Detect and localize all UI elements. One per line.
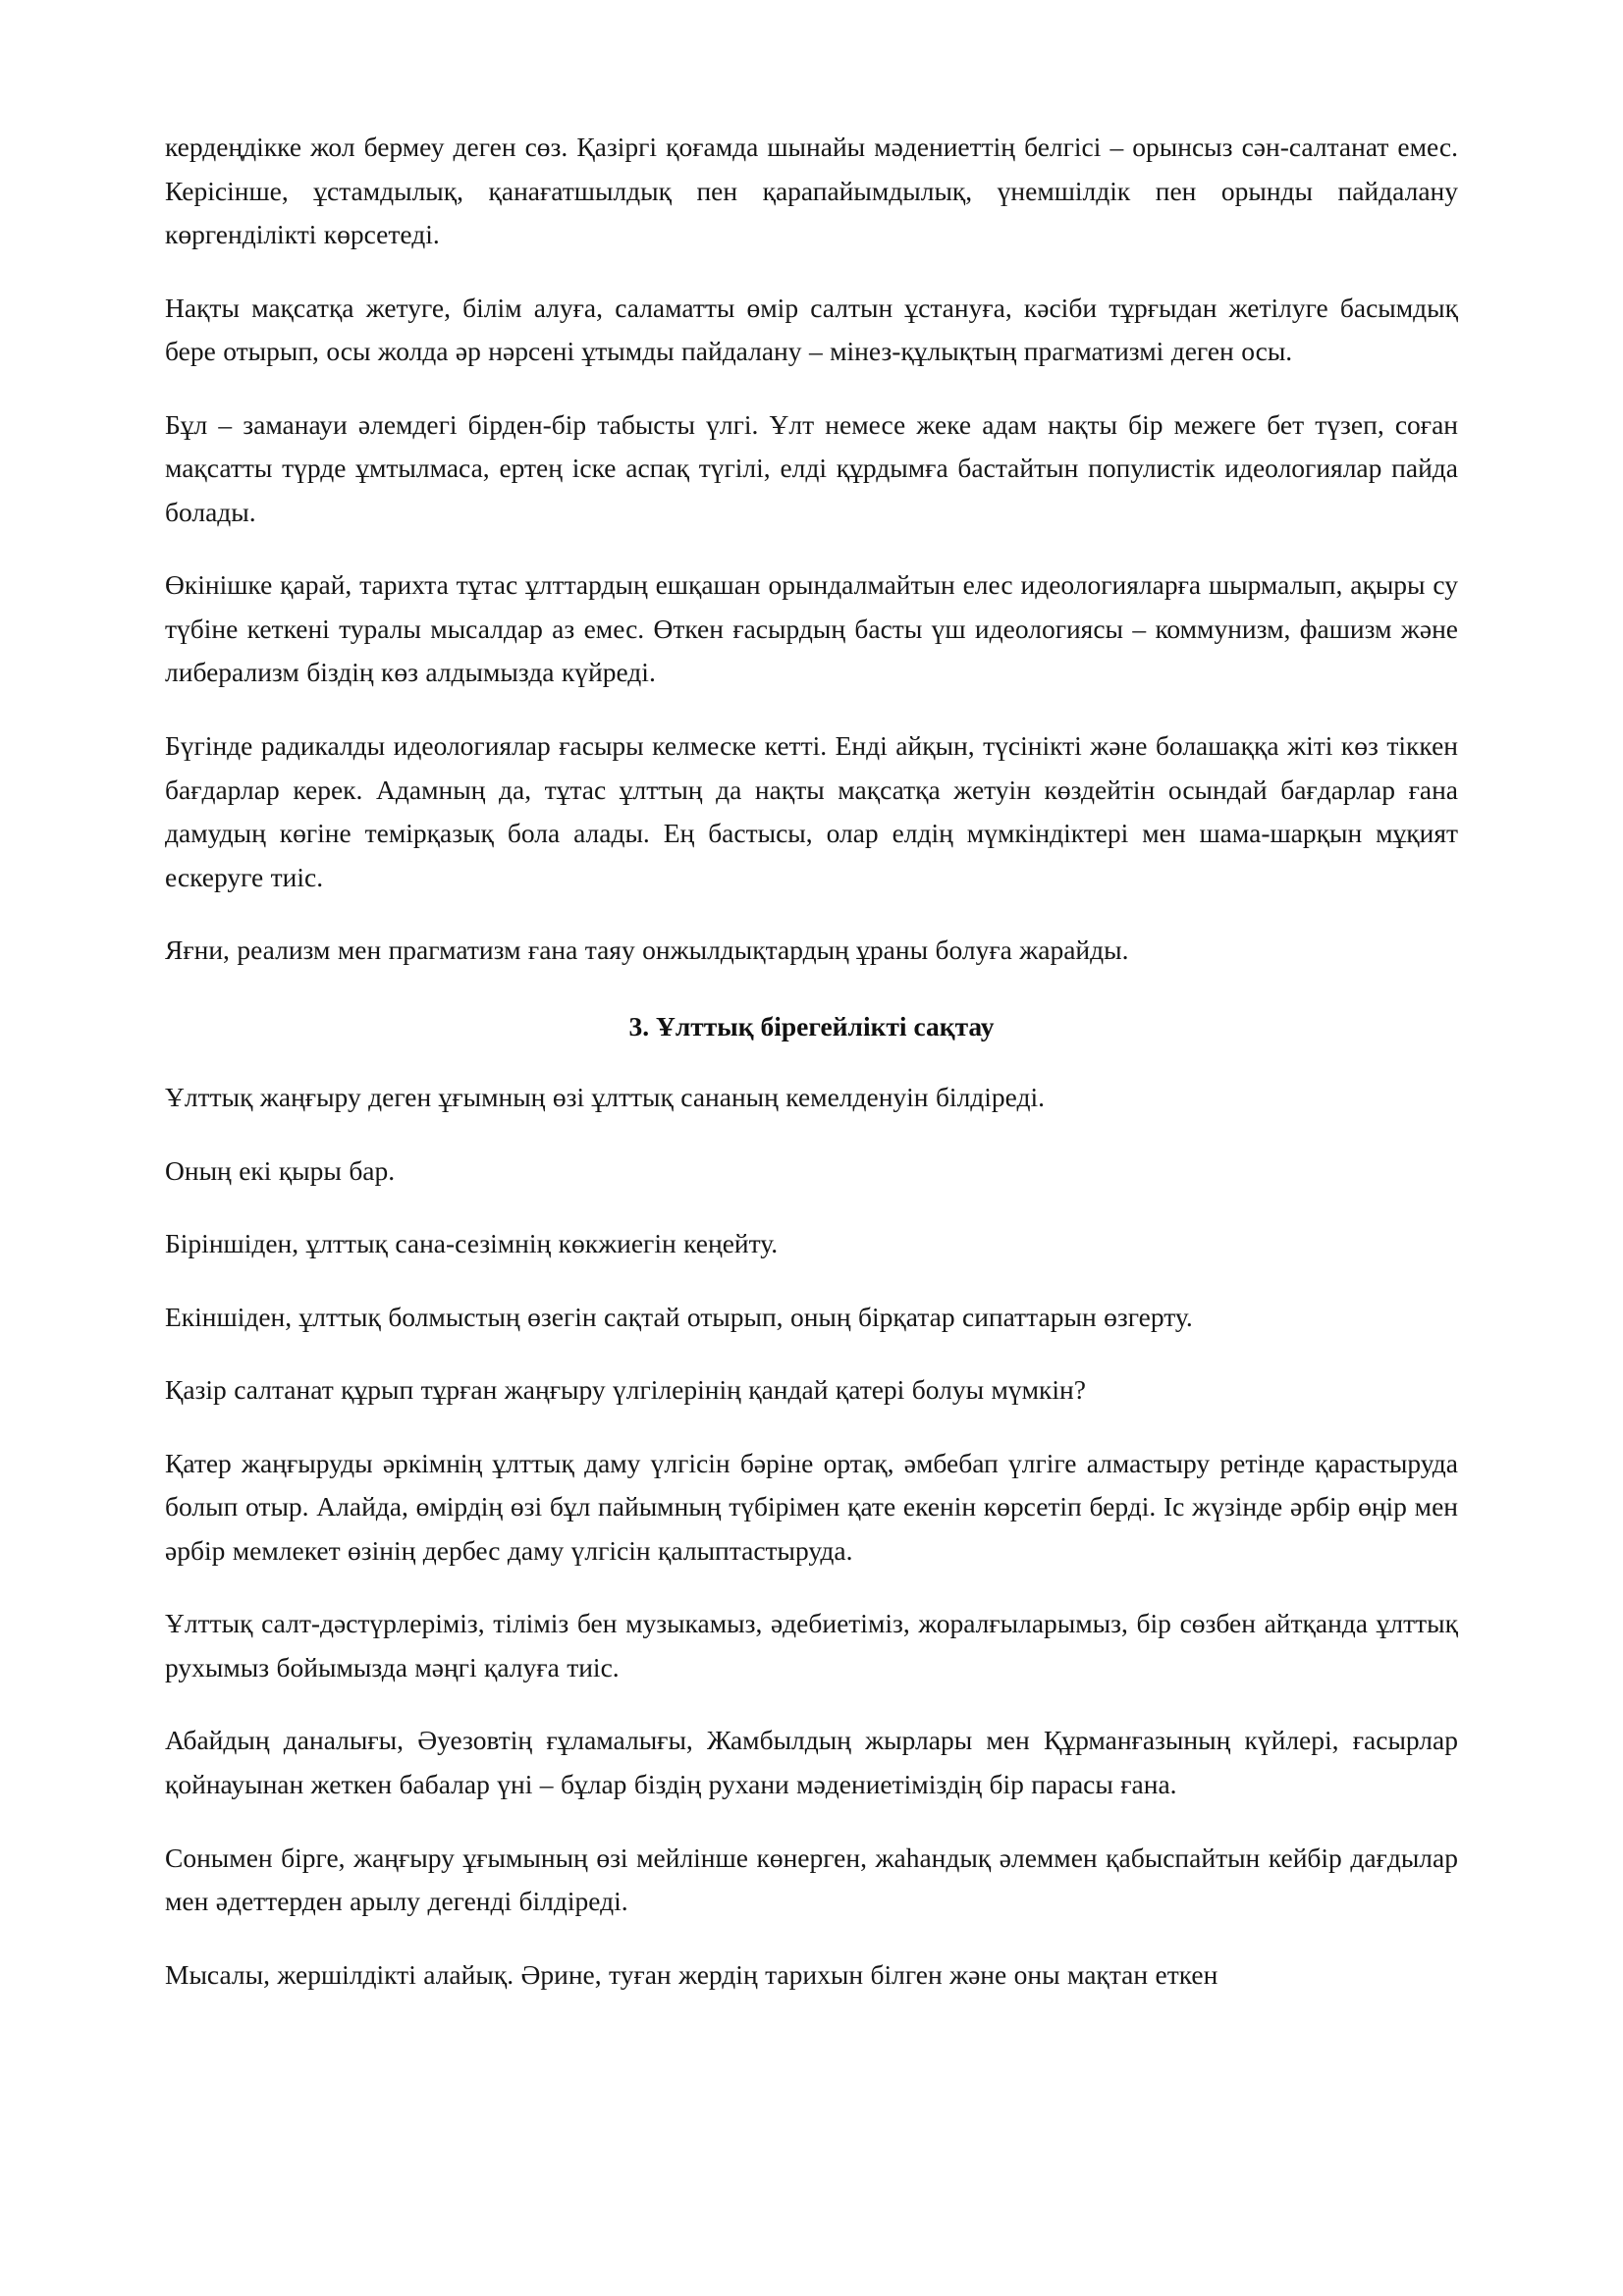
- paragraph-9: Біріншіден, ұлттық сана-сезімнің көкжиегін кеңейту.: [165, 1228, 779, 1259]
- paragraph-6: Яғни, реализм мен прагматизм ғана таяу онжылдықтардың ұраны болуға жарайды.: [165, 934, 1129, 966]
- paragraph-5: Бүгінде радикалды идеологиялар ғасыры келмеске кетті. Енді айқын, түсінікті және болашаққа жіті көз тіккен бағдарлар керек. Адамның да, тұтас ұлттың да нақты мақсатқа жетуін көздейтін осындай бағдарлар ғана дамудың көгіне темірқазық бола алады. Ең бастысы, олар елдің мүмкіндіктері мен шама-шарқын мұқият ескеруге тиіс.: [165, 730, 1458, 892]
- paragraph-11: Қазір салтанат құрып тұрған жаңғыру үлгілерінің қандай қатері болуы мүмкін?: [165, 1374, 1086, 1406]
- paragraph-3: Бұл – заманауи әлемдегі бірден-бір табысты үлгі. Ұлт немесе жеке адам нақты бір межеге бет түзеп, соған мақсатты түрде ұмтылмаса, ертең іске аспақ түгілі, елді құрдымға бастайтын популистік идеологиялар пайда болады.: [165, 408, 1458, 527]
- paragraph-14: Абайдың даналығы, Әуезовтің ғұламалығы, Жамбылдың жырлары мен Құрманғазының күйлері, ғасырлар қойнауынан жеткен бабалар үні – бұлар біздің рухани мәдениетіміздің бір парасы ғана.: [165, 1725, 1458, 1800]
- paragraph-1: кердеңдікке жол бермеу деген сөз. Қазіргі қоғамда шынайы мәдениеттің белгісі – орынсыз сән-салтанат емес. Керісінше, ұстамдылық, қанағатшылдық пен қарапайымдылық, үнемшілдік пен орынды пайдалану көргенділікті көрсетеді.: [165, 132, 1458, 250]
- paragraph-8: Оның екі қыры бар.: [165, 1154, 396, 1186]
- paragraph-2: Нақты мақсатқа жетуге, білім алуға, саламатты өмір салтын ұстануға, кәсіби тұрғыдан жетілуге басымдық бере отырып, осы жолда әр нәрсені ұтымды пайдалану – мінез-құлықтың прагматизмі деген осы.: [165, 292, 1458, 367]
- paragraph-10: Екіншіден, ұлттық болмыстың өзегін сақтай отырып, оның бірқатар сипаттарын өзгерту.: [165, 1301, 1193, 1332]
- paragraph-4: Өкінішке қарай, тарихта тұтас ұлттардың ешқашан орындалмайтын елес идеологияларға шырмалып, ақыры су түбіне кеткені туралы мысалдар аз емес. Өткен ғасырдың басты үш идеологиясы – коммунизм, фашизм және либерализм біздің көз алдымызда күйреді.: [165, 569, 1458, 688]
- paragraph-13: Ұлттық салт-дәстүрлеріміз, тіліміз бен музыкамыз, әдебиетіміз, жоралғыларымыз, бір сөзбен айтқанда ұлттық рухымыз бойымызда мәңгі қалуға тиіс.: [165, 1608, 1458, 1682]
- paragraph-16: Мысалы, жершілдікті алайық. Әрине, туған жердің тарихын білген және оны мақтан еткен: [165, 1958, 1218, 1990]
- paragraph-12: Қатер жаңғыруды әркімнің ұлттық даму үлгісін бәріне ортақ, әмбебап үлгіге алмастыру ретінде қарастыруда болып отыр. Алайда, өмірдің өзі бұл пайымның түбірімен қате екенін көрсетіп берді. Іс жүзінде әрбір өңір мен әрбір мемлекет өзінің дербес даму үлгісін қалыптастыруда.: [165, 1447, 1458, 1566]
- section-heading-3: 3. Ұлттық бірегейлікті сақтау: [628, 1010, 995, 1041]
- document-body: [165, 126, 1458, 1997]
- paragraph-7: Ұлттық жаңғыру деген ұғымның өзі ұлттық сананың кемелденуін білдіреді.: [165, 1082, 1046, 1112]
- paragraph-15: Сонымен бірге, жаңғыру ұғымының өзі мейлінше көнерген, жаһандық әлеммен қабыспайтын кейбір дағдылар мен әдеттерден арылу дегенді білдіреді.: [165, 1842, 1458, 1917]
